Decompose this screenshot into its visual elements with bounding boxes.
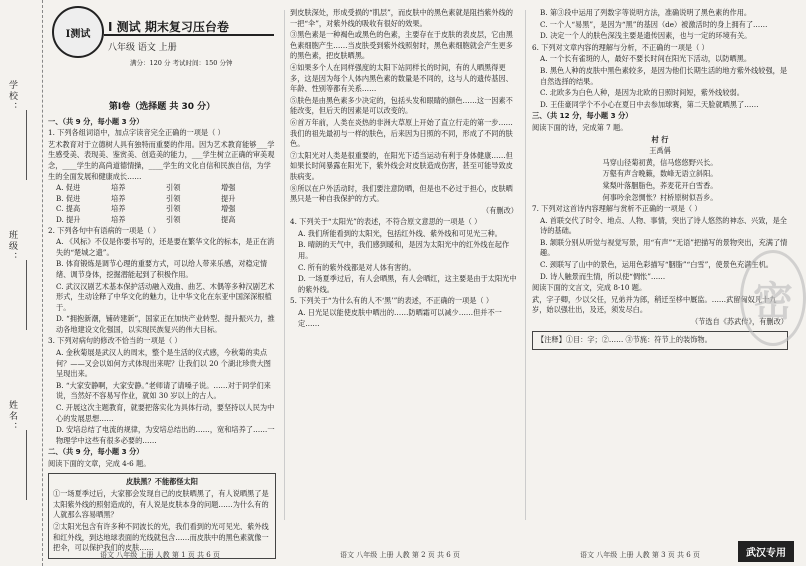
question-4: 4. 下列关于“太阳光”的表述，不符合原文意思的一项是（ ） [290, 217, 482, 227]
question-1: 1. 下列各组词语中，加点字读音完全正确的一项是（ ） [48, 128, 225, 138]
notes-box [532, 331, 788, 351]
q4-option-c: C. 所有的紫外线都是对人体有害的。 [298, 262, 416, 272]
class-line [26, 260, 27, 330]
reading-paragraph: ⑤肤色是由黑色素多少决定的，包括头发和眼睛的颜色……这一因素不能改变，但后天的因素是可以改变的。 [290, 95, 513, 116]
question-1-passage: 艺术教育对于立德树人具有独特而重要的作用。因为艺术教育能够___学生感受美、表现美、鉴赏美、创造美的能力，___学生树立正确的审美观念，____学生的高尚道德情操，____学生的文化自信和民族自信，为学生的全面发展和健康成长…… [48, 139, 275, 181]
question-6: 6. 下列对文章内容的理解与分析，不正确的一项是（ ） [532, 42, 709, 52]
page-3-footer: 语文 八年级 上册 人教 第 3 页 共 6 页 [580, 551, 700, 559]
confidential-seal [740, 250, 806, 346]
q1-cell: D. 提升 [56, 214, 81, 224]
poem-line: 马穿山径菊初黄，信马悠悠野兴长。 [602, 157, 718, 167]
q6-option-d: D. 王佳豪同学个不小心在夏日中去参加球赛，第二天脸就晒黑了…… [540, 99, 759, 109]
reading-paragraph: ⑧所以在户外活动时，我们要注意防晒，但是也不必过于担心，皮肤晒黑只是一种自我保护的方式。 [290, 183, 513, 204]
classical-passage: 武，字子卿，少以父任，兄弟并为郎，稍迁至栘中厩监。……武留匈奴凡十九岁，始以强壮出，及还，须发尽白。 [532, 294, 777, 315]
binding-margin [0, 0, 43, 566]
q5-option-a: A. 日光足以能使皮肤中晒出的……防晒霜可以减少……但并不一定…… [298, 308, 502, 328]
q1-cell: B. 促进 [56, 193, 81, 203]
question-7: 7. 下列对这首诗内容理解与赏析不正确的一项是（ ） [532, 204, 702, 214]
paper-subtitle: 八年级 语文 上册 [108, 43, 177, 53]
q1-cell: 引领 [166, 193, 181, 203]
q1-cell: 提高 [221, 214, 236, 224]
q4-option-d: D. 一场夏季过后，有人会晒黑，有人会晒红，这主要是由于太阳光中的紫外线。 [298, 274, 517, 294]
part3-heading: 三、（共 12 分，每小题 3 分） [532, 111, 633, 121]
exam-meta: 满分：120 分 考试时间：150 分钟 [130, 59, 233, 67]
q7-option-a: A. 首联交代了时令、地点、人物、事情，突出了诗人悠然的神态、兴致，是全诗的基础。 [540, 215, 787, 236]
poem [532, 135, 788, 204]
q7-option-d: D. 诗人触景而生情，所以使“惆怅”…… [540, 271, 666, 281]
reading-paragraph: ②太阳光包含有许多种不同波长的光，我们看到的光可见光、紫外线和红外线，到达地球表面的光线就包含……而皮肤中的黑色素就像一把伞，可以保护我们的皮肤…… [53, 521, 269, 553]
part3-intro: 阅读下面的诗，完成第 7 题。 [532, 122, 628, 132]
poem-title: 村 行 [651, 134, 669, 144]
page-2-footer: 语文 八年级 上册 人教 第 2 页 共 6 页 [340, 551, 460, 559]
q4-option-b: B. 晴朗的天气中，我们感到暖和，是因为太阳光中的红外线在起作用。 [298, 240, 510, 261]
part2-heading: 二、（共 9 分，每小题 3 分） [48, 447, 144, 457]
q5-option-c: C. 一个人“易黑”，是因为“黑”的基因（de）被激活时的身上拥有了…… [540, 19, 768, 29]
q1-cell: 增强 [221, 183, 236, 193]
reading-paragraph: ④如果多个人在同样强度的太阳下站同样长的时间，有的人晒黑得更多，这是因为每个人体内黑色素的数量是不同的，这与人的遗传基因、年龄、性别等都有关系…… [290, 62, 513, 94]
region-tag: 武汉专用 [738, 541, 794, 562]
q1-cell: A. 促进 [56, 183, 81, 193]
name-label: 姓名： [7, 400, 17, 433]
classical-source: （节选自《苏武传》，有删改） [690, 317, 788, 327]
q6-option-a: A. 一个长有雀斑的人，最好不要长时间在阳光下活动，以防晒黑。 [540, 54, 752, 64]
part2-intro: 阅读下面的文章，完成 4-6 题。 [48, 459, 151, 468]
question-2: 2. 下列各句中有语病的一项是（ ） [48, 225, 161, 235]
reading-paragraph: 到皮肤深处，形成受损的“肌层”，而皮肤中的黑色素就是阻挡紫外线的一把“伞”，对紫外线的吸收有很好的效果。 [290, 8, 513, 28]
notes: 【注释】①目：字；②…… ③节旄：符节上的装饰物。 [537, 334, 712, 344]
q1-cell: 提升 [221, 193, 236, 203]
poem-line: 万壑有声含晚籁，数峰无语立斜阳。 [602, 169, 718, 179]
q5-option-d: D. 决定一个人的肤色深浅主要是遗传因素，也与一定的环境有关。 [540, 31, 752, 41]
q3-option-a: A. 金秋菊展是武汉人的周末，整个是生活的仪式感，今秋菊的卖点何？——又会以如何方式体现出来呢？让我们以 20 个湖北珍贵大图呈现出来。 [56, 348, 271, 379]
q1-cell: 培养 [111, 214, 126, 224]
part1-heading: 一、（共 9 分，每小题 3 分） [48, 116, 144, 126]
q1-cell: 培养 [111, 183, 126, 193]
page-1-footer: 语文 八年级 上册 人教 第 1 页 共 6 页 [100, 551, 220, 559]
q2-option-c: C. 武汉汉剧艺术基本保护活动融入戏曲、曲艺、木偶等多种汉剧艺术形式，生动诠释了中华文化的魅力，让中华文化在东亚中国深深根植于。 [56, 281, 275, 312]
class-label: 班级： [7, 230, 17, 263]
column-divider [284, 10, 285, 520]
q7-option-b: B. 颔联分别从听觉与视觉写景，用“有声”“无语”把描写的景物突出，充满了情趣。 [540, 237, 788, 258]
question-1-options [48, 183, 276, 225]
page-1-column [48, 8, 276, 553]
page-2-column [290, 8, 518, 528]
q4-option-a: A. 我们所能看到的太阳光，包括红外线、紫外线和可见光三种。 [298, 228, 502, 238]
passage-intro: 阅读下面的文言文，完成 8-10 题。 [532, 283, 647, 293]
logo-text: I测试 [65, 28, 91, 40]
reading-title: 皮肤黑？不能都怪太阳 [126, 476, 198, 486]
section-title: 第Ⅰ卷（选择题 共 30 分） [108, 102, 216, 112]
poem-line: 棠梨叶落胭脂色，荞麦花开白雪香。 [602, 180, 718, 190]
poem-line: 何事吟余忽惆怅？村桥原树似吾乡。 [602, 192, 718, 202]
name-line [26, 430, 27, 500]
q1-cell: 引领 [166, 204, 181, 214]
q2-option-d: D. “拥抱新潮，铺砖建新”，国家正在加快产业转型、提升振兴力，推动各地建设文化强国，以实现民族复兴的伟大目标。 [56, 314, 275, 334]
q1-cell: C. 提高 [56, 204, 81, 214]
q1-cell: 引领 [166, 214, 181, 224]
paper-title: I 测试 期末复习压台卷 [108, 20, 229, 34]
q1-cell: 培养 [111, 193, 126, 203]
q5-option-b: B. 第③段中运用了列数字等说明方法，准确说明了黑色素的作用。 [540, 8, 752, 17]
q2-option-a: A. 《风标》不仅是你要书写的，还是要在繁华文化的标本，是正在消失的“楚城之遗”。 [56, 237, 275, 257]
column-divider [525, 10, 526, 520]
q3-option-b: B. “大家安静啊，大家安静。”老师请了请嗓子说。……对于同学们来说，当然好不容易写作业，就如 30 岁以上的古人。 [56, 380, 271, 401]
q1-cell: 增强 [221, 204, 236, 214]
school-label: 学校： [7, 80, 17, 113]
question-5: 5. 下列关于“为什么有的人不‘黑’”的表述，不正确的一项是（ ） [290, 296, 494, 306]
reading-paragraph: ③黑色素是一种褐色或黑色的色素，主要存在于皮肤的表皮层，它由黑色素细胞产生……当皮肤受到紫外线照射时，黑色素细胞就会产生更多的黑色素，把皮肤晒黑。 [290, 30, 513, 61]
reading-paragraph: ⑦太阳光对人类是很重要的，在阳光下适当运动有利于身体健康……但如果长时间暴露在阳光下，紫外线会对皮肤造成伤害，甚至可能导致皮肤病变。 [290, 150, 513, 181]
reading-source: （有删改） [482, 205, 518, 215]
poem-author: 王禹偁 [649, 146, 671, 156]
question-3: 3. 下列对病句的修改不恰当的一项是（ ） [48, 336, 182, 346]
q1-cell: 引领 [166, 183, 181, 193]
reading-paragraph: ⑥首万年前，人类在炎热的非洲大草原上开始了直立行走的第一步……我们的祖先最初与一样的肤色，后来因为日照的不同，形成了不同的肤色。 [290, 117, 513, 149]
reading-box [48, 473, 276, 559]
q1-cell: 培养 [111, 204, 126, 214]
reading-paragraph: ①一场夏季过后，大家都会发现自己的皮肤晒黑了，有人说晒黑了是太阳紫外线的照射造成的，有人说是皮肤本身的问题……为什么有的人就那么容易晒黑？ [53, 489, 269, 520]
school-line [26, 110, 27, 180]
seal-text: 密 [753, 277, 793, 325]
q6-option-c: C. 北欧多为白色人种，是因为北欧的日照时间短，紫外线较弱。 [540, 88, 744, 98]
q3-option-d: D. 安培总结了电流的规律，为安培总结出的……，宽和培养了……一物理学中这些有很多必要的…… [56, 425, 275, 445]
q7-option-c: C. 颈联写了山中的景色，运用色彩描写“胭脂”“白雪”，使景色充满生机。 [540, 260, 773, 270]
q6-option-b: B. 黑色人种的皮肤中黑色素较多，是因为他们长期生活的地方紫外线较强，是自然选择的结果。 [540, 65, 788, 86]
q2-option-b: B. 体育锻炼是调节心理的重要方式，可以给人带来乐感，对稳定情绪、调节身体，挖掘潜能起到了积极作用。 [56, 259, 268, 279]
q3-option-c: C. 开展这次主题教育，就要把落实化为具体行动，要坚持以人民为中心的发展思想…… [56, 403, 275, 423]
page-1-body [48, 100, 276, 562]
